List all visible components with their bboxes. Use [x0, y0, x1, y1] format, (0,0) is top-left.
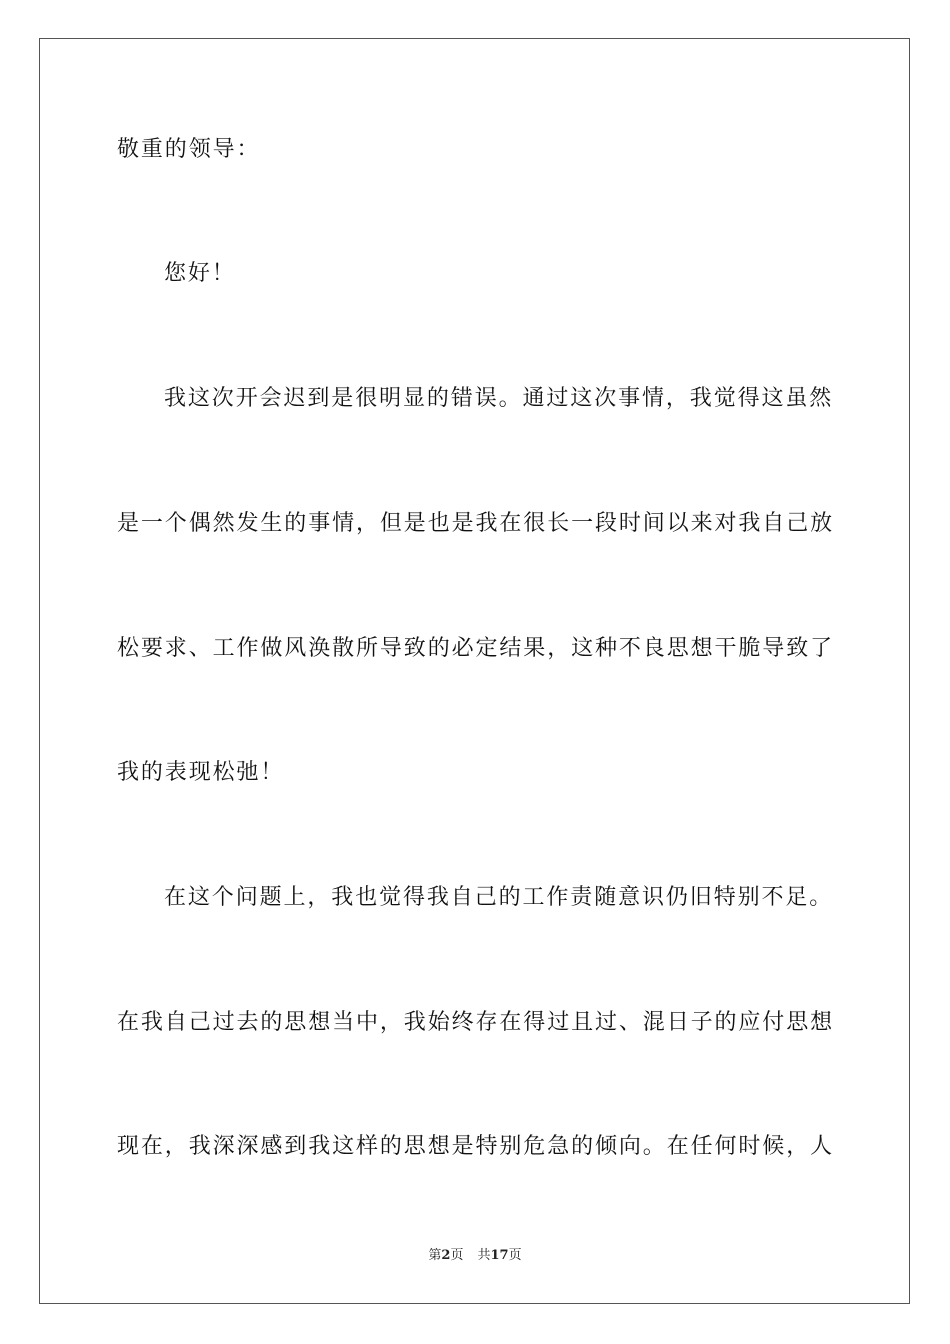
paragraph-line: 是一个偶然发生的事情，但是也是我在很长一段时间以来对我自己放 [117, 511, 835, 536]
page-footer [0, 1247, 950, 1265]
page-number: 2 [441, 1248, 451, 1263]
total-suffix: 页 [508, 1248, 522, 1263]
paragraph-line: 在这个问题上，我也觉得我自己的工作责随意识仍旧特别不足。 [164, 885, 834, 910]
total-pages: 17 [490, 1248, 509, 1263]
total-prefix: 共 [477, 1248, 491, 1263]
paragraph-line: 在我自己过去的思想当中，我始终存在得过且过、混日子的应付思想 [117, 1010, 835, 1035]
page-prefix: 第 [428, 1248, 442, 1263]
paragraph-line: 我的表现松弛！ [117, 760, 285, 785]
paragraph-line: 现在，我深深感到我这样的思想是特别危急的倾向。在任何时候，人 [117, 1134, 835, 1159]
paragraph-line: 松要求、工作做风涣散所导致的必定结果，这种不良思想干脆导致了 [117, 636, 835, 661]
greeting: 您好！ [164, 261, 236, 286]
paragraph-line: 我这次开会迟到是很明显的错误。通过这次事情，我觉得这虽然 [164, 386, 834, 411]
salutation: 敬重的领导： [117, 137, 261, 162]
page-border [39, 38, 910, 1304]
page-suffix: 页 [450, 1248, 464, 1263]
